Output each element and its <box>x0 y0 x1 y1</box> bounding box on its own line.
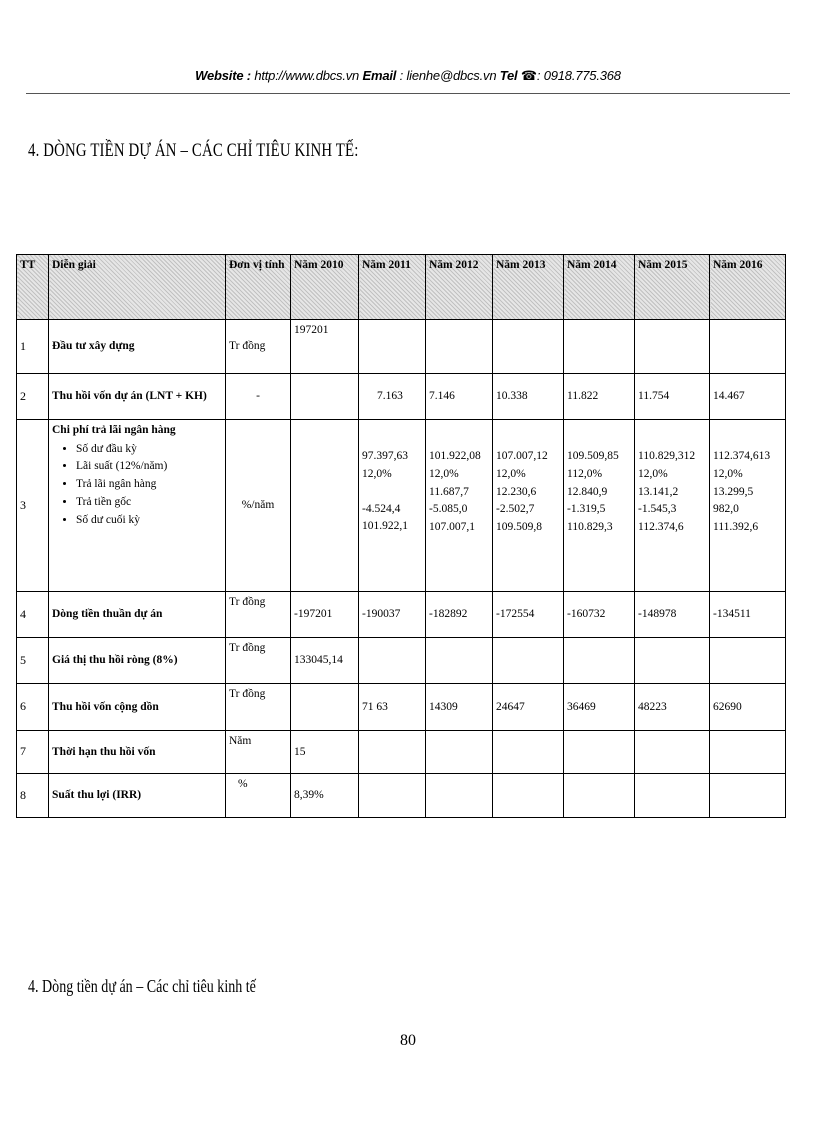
row-description: Dòng tiền thuần dự án <box>49 592 226 638</box>
value-cell <box>635 774 710 818</box>
table-row <box>17 684 786 731</box>
row-number: 8 <box>17 774 49 818</box>
row-number: 2 <box>17 374 49 420</box>
value-cell: 12.230,6 <box>496 485 537 498</box>
value-cell: 109.509,8 <box>496 521 542 534</box>
value-cell: 107.007,12 <box>496 450 548 462</box>
row-number: 1 <box>17 320 49 374</box>
value-cell <box>426 774 493 818</box>
value-cell: 62690 <box>710 684 786 731</box>
value-cell: -2.502,7 <box>496 503 535 516</box>
value-cell: 112,0% <box>567 467 603 480</box>
row-unit: - <box>226 374 291 420</box>
value-cell: 97.397,63 <box>362 450 408 462</box>
col-header-2014: Năm 2014 <box>564 255 635 320</box>
value-cell: -134511 <box>710 592 786 638</box>
value-cell <box>362 484 422 501</box>
value-cell: 107.007,1 <box>429 521 475 534</box>
value-cell: 12.840,9 <box>567 485 608 498</box>
value-cell: 111.392,6 <box>713 521 759 534</box>
value-stack <box>564 420 635 592</box>
website-url[interactable]: http://www.dbcs.vn <box>254 68 360 83</box>
list-item: • Số dư cuối kỳ <box>76 512 222 530</box>
website-label: Website : <box>195 68 251 83</box>
row-number: 4 <box>17 592 49 638</box>
row-number: 7 <box>17 731 49 774</box>
value-cell: -190037 <box>359 592 426 638</box>
value-cell: 12,0% <box>362 467 392 480</box>
value-cell: -182892 <box>426 592 493 638</box>
value-cell <box>493 774 564 818</box>
col-header-2012: Năm 2012 <box>426 255 493 320</box>
col-header-2011: Năm 2011 <box>359 255 426 320</box>
row-description: Thời hạn thu hồi vốn <box>49 731 226 774</box>
row-number: 6 <box>17 684 49 731</box>
row-description: Thu hồi vốn cộng dồn <box>49 684 226 731</box>
value-stack <box>635 420 710 592</box>
footer-heading: 4. Dòng tiền dự án – Các chỉ tiêu kinh tế <box>28 976 256 996</box>
table-row <box>17 638 786 684</box>
value-cell: 8,39% <box>291 774 359 818</box>
row-unit: Tr đồng <box>226 684 291 731</box>
table-header-row <box>17 255 786 320</box>
value-cell: -160732 <box>564 592 635 638</box>
value-stack <box>493 420 564 592</box>
value-stack <box>359 420 426 592</box>
cash-flow-table <box>16 254 786 818</box>
list-item: • Trả tiền gốc <box>76 494 222 512</box>
value-cell <box>635 731 710 774</box>
table-row <box>17 774 786 818</box>
table-row <box>17 320 786 374</box>
value-cell <box>426 320 493 374</box>
value-cell: 12,0% <box>496 467 526 480</box>
value-cell <box>564 638 635 684</box>
table-row <box>17 731 786 774</box>
row-description: Suất thu lợi (IRR) <box>49 774 226 818</box>
value-cell <box>426 731 493 774</box>
value-cell: 982,0 <box>713 503 739 516</box>
col-header-2016: Năm 2016 <box>710 255 786 320</box>
row-description-title: Chi phí trả lãi ngân hàng <box>52 424 176 436</box>
list-item: • Lãi suất (12%/năm) <box>76 458 222 476</box>
col-header-unit: Đơn vị tính <box>226 255 291 320</box>
col-header-desc: Diễn giải <box>49 255 226 320</box>
row-unit: %/năm <box>226 420 291 592</box>
row-description: Đầu tư xây dựng <box>49 320 226 374</box>
phone-icon: ☎ <box>520 68 537 83</box>
value-cell: 101.922,08 <box>429 450 481 462</box>
value-cell: -5.085,0 <box>429 503 468 516</box>
page-header <box>0 68 816 84</box>
section-heading: 4. DÒNG TIỀN DỰ ÁN – CÁC CHỈ TIÊU KINH TẾ: <box>28 140 359 161</box>
value-cell <box>493 320 564 374</box>
value-cell: 12,0% <box>713 467 743 480</box>
value-cell: 109.509,85 <box>567 450 619 462</box>
col-header-tt: TT <box>17 255 49 320</box>
value-cell <box>710 638 786 684</box>
value-cell: 11.754 <box>635 374 710 420</box>
value-cell <box>359 774 426 818</box>
sub-item-list <box>52 441 222 530</box>
value-cell: -148978 <box>635 592 710 638</box>
value-cell: 11.687,7 <box>429 485 469 498</box>
row-number: 5 <box>17 638 49 684</box>
table-row <box>17 374 786 420</box>
value-cell: 133045,14 <box>291 638 359 684</box>
row-number: 3 <box>17 420 49 592</box>
value-cell: 197201 <box>291 320 359 374</box>
value-cell <box>635 638 710 684</box>
tel-label: Tel <box>499 68 518 83</box>
table-row <box>17 420 786 592</box>
value-cell <box>359 731 426 774</box>
value-cell: 13.299,5 <box>713 485 754 498</box>
value-cell: 112.374,6 <box>638 521 684 534</box>
col-header-2010: Năm 2010 <box>291 255 359 320</box>
value-cell: -197201 <box>291 592 359 638</box>
value-cell: 24647 <box>493 684 564 731</box>
value-cell: 14.467 <box>710 374 786 420</box>
row-unit: Tr đồng <box>226 320 291 374</box>
value-stack <box>710 420 786 592</box>
value-stack <box>426 420 493 592</box>
value-cell <box>710 731 786 774</box>
email-value[interactable]: : lienhe@dbcs.vn <box>399 68 497 83</box>
value-cell <box>359 320 426 374</box>
value-stack <box>291 420 359 592</box>
value-cell <box>359 638 426 684</box>
value-cell <box>291 374 359 420</box>
value-cell <box>710 320 786 374</box>
value-cell: 14309 <box>426 684 493 731</box>
value-cell <box>291 684 359 731</box>
value-cell <box>426 638 493 684</box>
value-cell: 10.338 <box>493 374 564 420</box>
row-description <box>49 420 226 592</box>
value-cell: 112.374,613 <box>713 450 771 462</box>
row-description: Giá thị thu hồi ròng (8%) <box>49 638 226 684</box>
value-cell: 7.163 <box>359 374 426 420</box>
value-cell: 12,0% <box>429 467 459 480</box>
value-cell: 110.829,312 <box>638 450 696 462</box>
row-unit: % <box>226 774 291 818</box>
value-cell: -1.319,5 <box>567 503 606 516</box>
value-cell <box>493 731 564 774</box>
value-cell <box>564 731 635 774</box>
value-cell: 71 63 <box>359 684 426 731</box>
value-cell: 48223 <box>635 684 710 731</box>
value-cell: 12,0% <box>638 467 668 480</box>
email-label: Email <box>362 68 397 83</box>
value-cell: 36469 <box>564 684 635 731</box>
value-cell <box>493 638 564 684</box>
value-cell: -172554 <box>493 592 564 638</box>
page-number: 80 <box>400 1032 416 1049</box>
value-cell: 110.829,3 <box>567 521 613 534</box>
value-cell <box>564 320 635 374</box>
value-cell: -1.545,3 <box>638 503 677 516</box>
value-cell <box>710 774 786 818</box>
table-row <box>17 592 786 638</box>
value-cell: 101.922,1 <box>362 520 408 533</box>
row-description: Thu hồi vốn dự án (LNT + KH) <box>49 374 226 420</box>
value-cell: 15 <box>291 731 359 774</box>
row-unit: Năm <box>226 731 291 774</box>
row-unit: Tr đồng <box>226 592 291 638</box>
col-header-2013: Năm 2013 <box>493 255 564 320</box>
list-item: • Số dư đầu kỳ <box>76 441 222 459</box>
header-divider <box>26 93 790 94</box>
list-item: • Trả lãi ngân hàng <box>76 476 222 494</box>
value-cell <box>635 320 710 374</box>
value-cell: 11.822 <box>564 374 635 420</box>
col-header-2015: Năm 2015 <box>635 255 710 320</box>
value-cell: 13.141,2 <box>638 485 679 498</box>
value-cell <box>564 774 635 818</box>
row-unit: Tr đồng <box>226 638 291 684</box>
value-cell: 7.146 <box>426 374 493 420</box>
value-cell: -4.524,4 <box>362 502 401 515</box>
tel-value: : 0918.775.368 <box>536 68 621 83</box>
